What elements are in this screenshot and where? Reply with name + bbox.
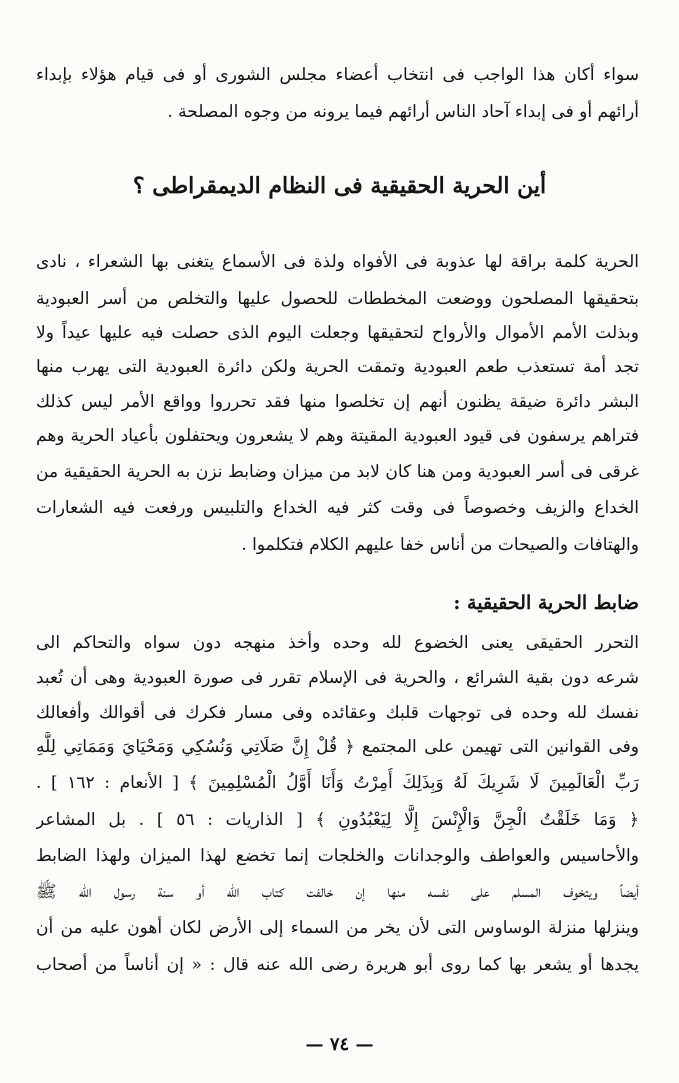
text-line: الحرية كلمة براقة لها عذوبة فى الأفواه ولذة فى الأسماع يتغنى بها الشعراء ، نادى	[36, 252, 639, 272]
page-number: — ٧٤ —	[305, 1034, 374, 1055]
text-line: نفسك لله وحده فى توجهات قلبك وعقائده وفى مسار فكرك فى أقوالك وأفعالك	[36, 703, 639, 723]
text-line: وبذلت الأمم الأموال والأرواح لتحقيقها وجعلت اليوم الذى حصلت فيه عليها عيداً ولا	[36, 323, 639, 343]
section-heading: أين الحرية الحقيقية فى النظام الديمقراطى ؟	[132, 173, 547, 199]
text-line: سواء أكان هذا الواجب فى انتخاب أعضاء مجلس الشورى أو فى قيام هؤلاء بإبداء	[36, 65, 639, 85]
text-line: التحرر الحقيقى يعنى الخضوع لله وحده وأخذ منهجه دون سواه والتحاكم الى	[36, 633, 639, 653]
text-line: فتراهم يرسفون فى قيود العبودية المقيتة وهم لا يشعرون ويحتفلون بأعياد الحرية وهم	[36, 426, 639, 446]
text-line: رَبِّ الْعَالَمِينَ لَا شَرِيكَ لَهُ وَبِذَلِكَ أُمِرْتُ وَأَنَا أَوَّلُ الْمُسْلِمِينَ ﴾ [ الأنعام : ١٦٢ ] .	[36, 773, 639, 793]
text-line: يجدها أو يشعر بها كما روى أبو هريرة رضى الله عنه قال : « إن أناساً من أصحاب	[36, 955, 639, 975]
text-line: والأحاسيس والعواطف والوجدانات والخلجات إنما تخضع لهذا الميزان ولهذا الضابط	[36, 846, 639, 866]
text-line: بتحقيقها المصلحون ووضعت المخططات للحصول عليها والتخلص من أسر العبودية	[36, 289, 639, 309]
text-line: تجد أمة تستعذب طعم العبودية وتمقت الحرية ولكن دائرة العبودية التى يهرب منها	[36, 357, 639, 377]
text-line: وفى القوانين التى تهيمن على المجتمع ﴿ قُلْ إِنَّ صَلَاتِي وَنُسُكِي وَمَحْيَايَ وَمَمَاتِي لِلَّهِ	[36, 737, 639, 757]
text-line: شرعه دون بقية الشرائع ، والحرية فى الإسلام تقرر فى صورة العبودية وهى أن تُعبد	[36, 668, 639, 688]
text-line: أرائهم أو فى إبداء آحاد الناس أرائهم فيما يرونه من وجوه المصلحة .	[167, 102, 639, 122]
text-line: الخداع والزيف وخصوصاً فى وقت كثر فيه الخداع والتلبيس ورفعت فيه الشعارات	[36, 498, 639, 518]
subsection-heading: ضابط الحرية الحقيقية :	[453, 592, 639, 614]
text-line: غرقى فى أسر العبودية ومن هنا كان لابد من ميزان وضابط نزن به الحرية الحقيقية من	[36, 462, 639, 482]
text-line: ﴿ وَمَا خَلَقْتُ الْجِنَّ وَالْإِنْسَ إِلَّا لِيَعْبُدُونِ ﴾ [ الذاريات : ٥٦ ] . بل المشاعر	[36, 810, 639, 830]
text-line: والهتافات والصيحات من أناس خفا عليهم الكلام فتكلموا .	[241, 535, 639, 555]
text-line: أيضاً ويتخوف المسلم على نفسه منها إن خالفت كتاب الله أو سنة رسول الله ﷺ	[36, 882, 639, 902]
text-line: البشر دائرة ضيقة يظنون أنهم إن تخلصوا منها فقد تحرروا وواقع الأمر ليس كذلك	[36, 392, 639, 412]
text-line: وينزلها منزلة الوساوس التى لأن يخر من السماء إلى الأرض لكان أهون عليه من أن	[36, 918, 639, 938]
